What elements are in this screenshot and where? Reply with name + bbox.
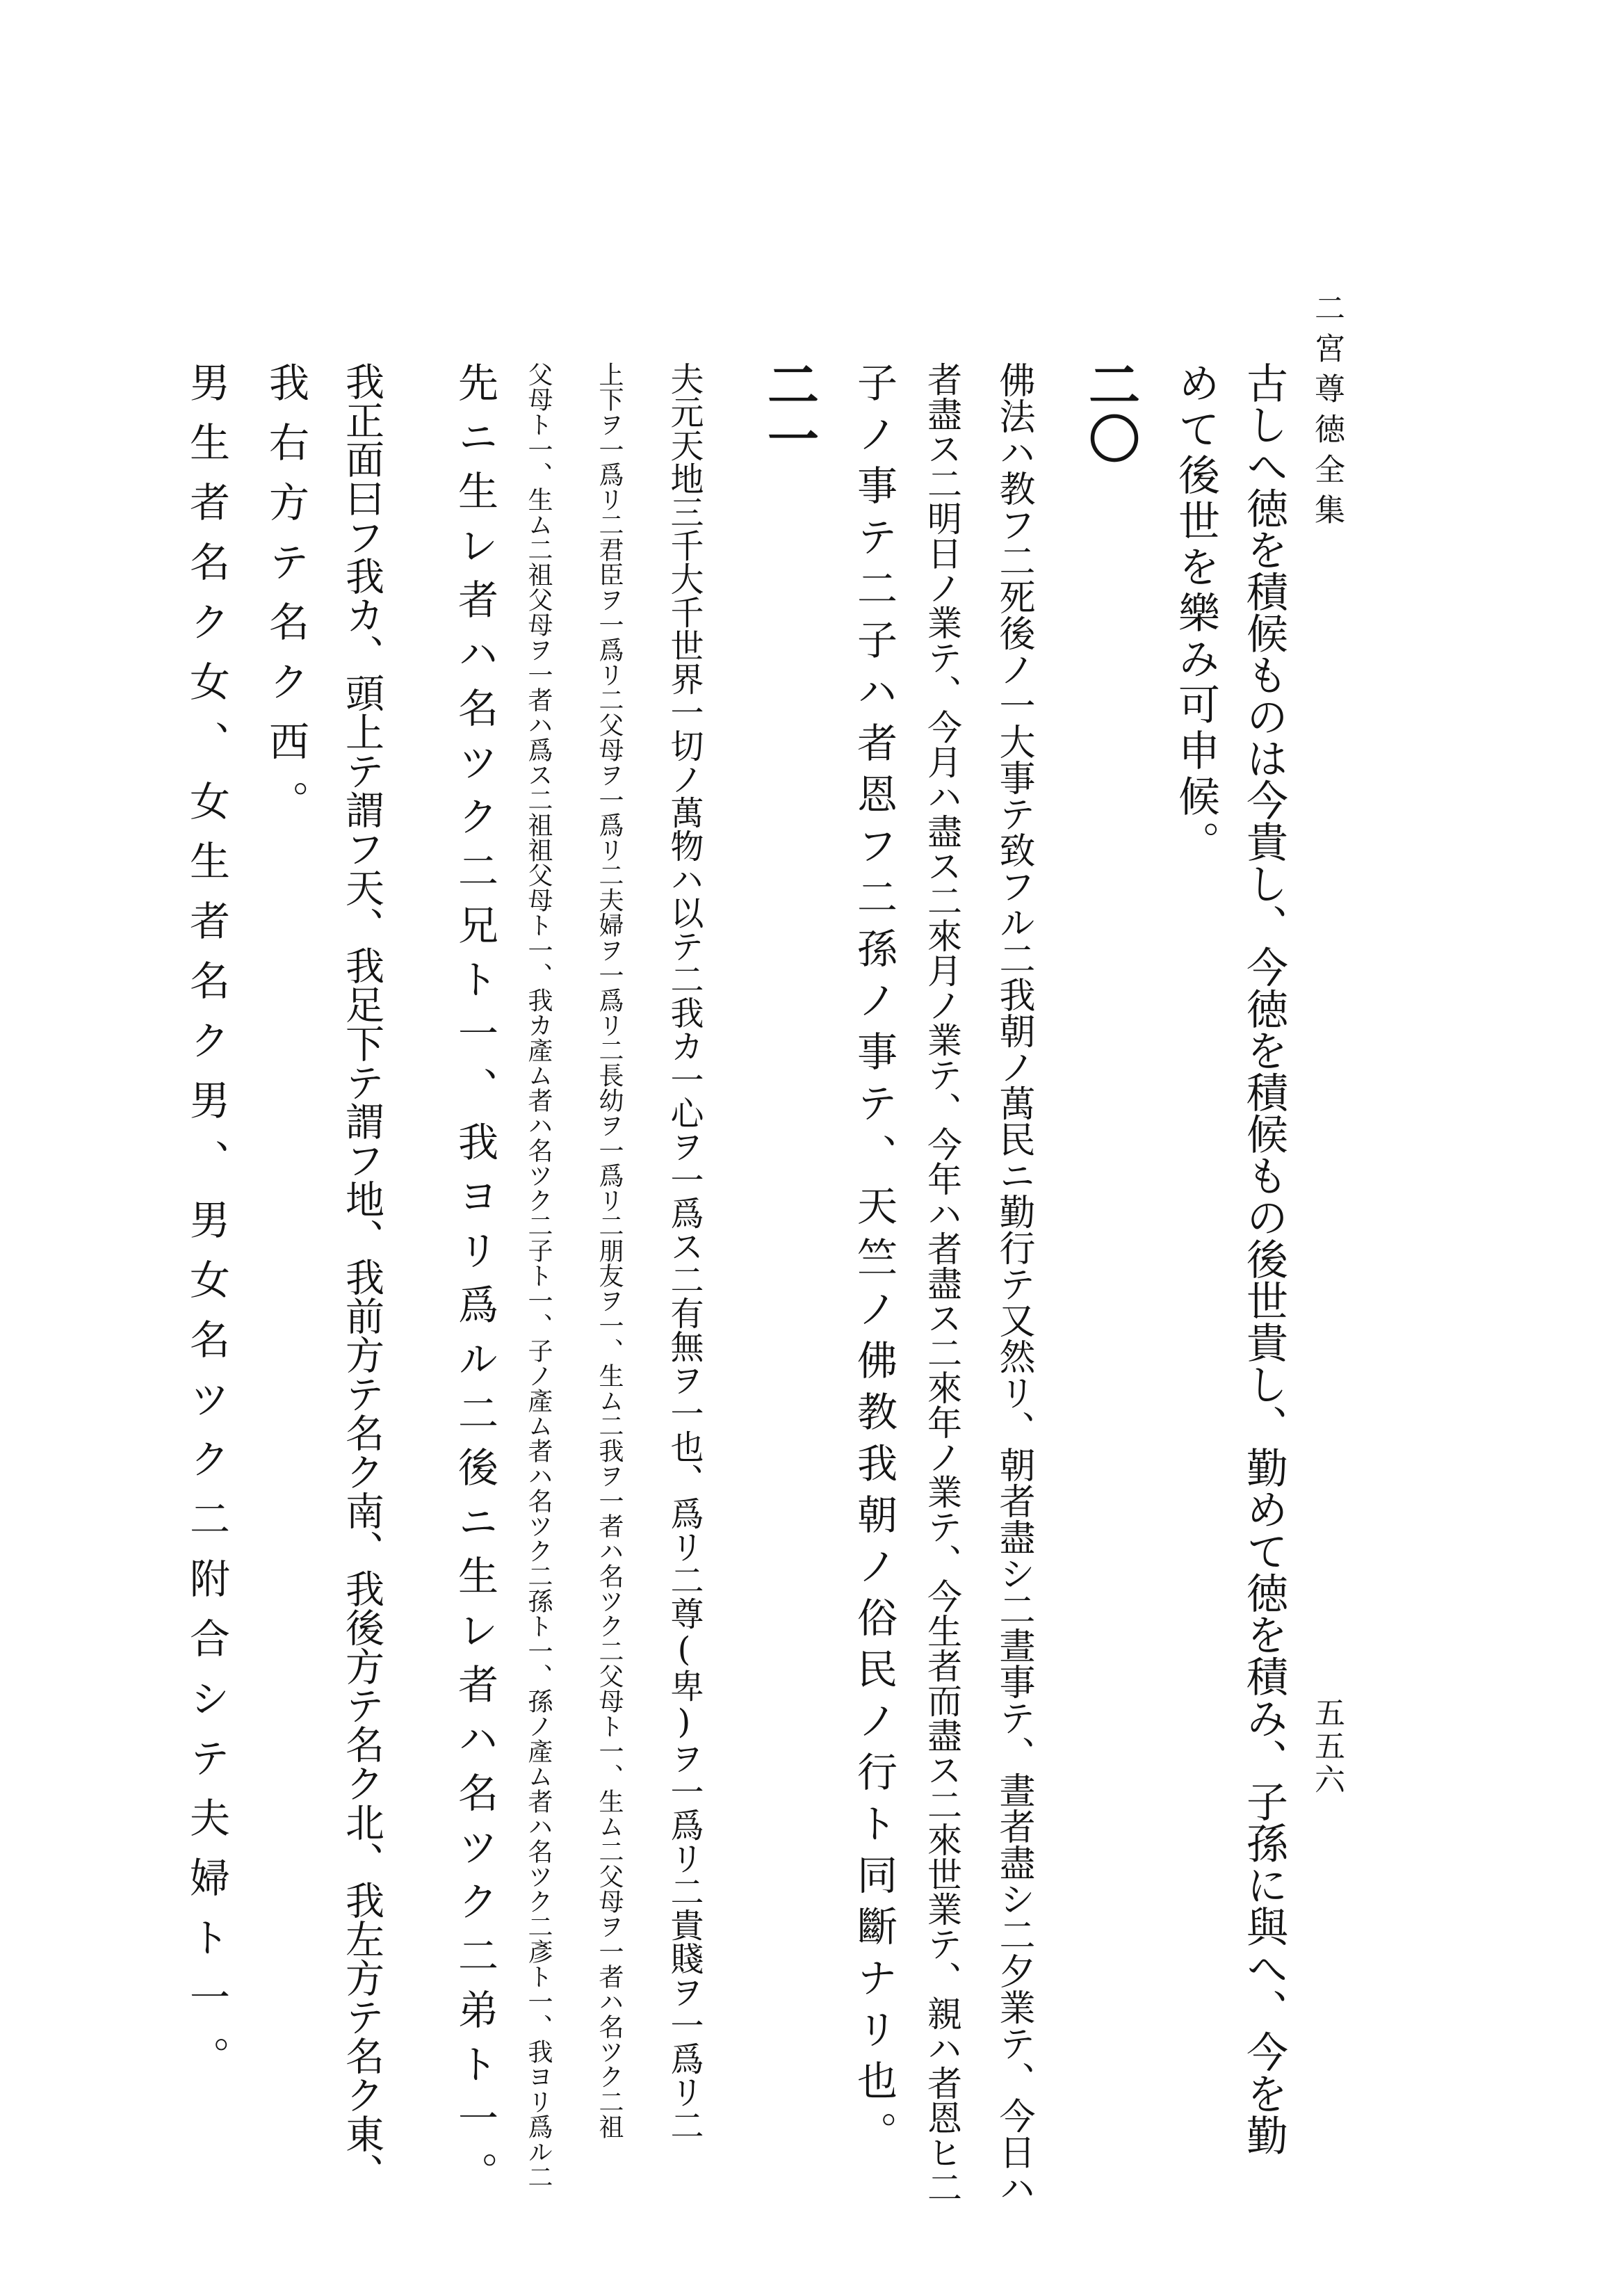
page-number: 五五六 xyxy=(1309,1697,1345,1797)
section-21-line: 父母ト一、生ム二祖父母ヲ一者ハ爲ス二祖祖父母ト一、我カ產ム者ハ名ツク二子ト一、子ノ產ム者ハ名ツク二孫ト一、孫ノ產ム者ハ名ツク二彥ト一、我ヨリ爲ル二 xyxy=(524,362,553,2189)
section-20-line: 者盡ス二明日ノ業テ、今月ハ盡ス二來月ノ業テ、今年ハ者盡ス二來年ノ業テ、今生者而盡ス二來世業テ、親ハ者恩ヒ二 xyxy=(922,362,962,2204)
section-20-line: 子ノ事テ二子ハ者恩フ二孫ノ事テ、天竺ノ佛教我朝ノ俗民ノ行ト同斷ナリ也。 xyxy=(850,362,898,2163)
section-20-line: 佛法ハ教フ二死後ノ一大事テ致フル二我朝ノ萬民ニ勤行テ又然リ、朝者盡シ二晝事テ、晝者盡シ二夕業テ、今日ハ xyxy=(993,362,1034,2206)
running-header-title: 二宮尊徳全集 xyxy=(1309,292,1345,534)
section-21-line: 夫元天地三千大千世界一切ノ萬物ハ以テ二我カ一心ヲ一爲ス二有無ヲ一也、爲リ二尊(卑)ヲ一爲リ二貴賤ヲ一爲リ二 xyxy=(665,362,704,2142)
section-number-20: 二〇 xyxy=(1080,358,1140,467)
passage-line: めて後世を樂み可申候。 xyxy=(1171,362,1220,866)
section-21-line: 我右方テ名ク西。 xyxy=(262,362,309,840)
section-21-line: 上下ヲ一爲リ二君臣ヲ一爲リ二父母ヲ一爲リ二夫婦ヲ一爲リ二長幼ヲ一爲リ二朋友ヲ一、生ム二我ヲ一者ハ名ツク二父母ト一、生ム二父母ヲ一者ハ名ツク二祖 xyxy=(595,362,624,2139)
section-number-21: 二一 xyxy=(759,358,819,467)
passage-line: 古しへ徳を積候ものは今貴し、今徳を積候もの後世貴し、勤めて徳を積み、子孫に與へ、今を勤 xyxy=(1240,362,1288,2156)
section-21-line: 我正面曰フ我カ、頭上テ謂フ天、我足下テ謂フ地、我前方テ名ク南、我後方テ名ク北、我左方テ名ク東、 xyxy=(339,362,384,2192)
section-21-line: 先ニ生レ者ハ名ツク二兄ト一、我ヨリ爲ル二後ニ生レ者ハ名ツク二弟ト一。 xyxy=(451,362,498,2206)
section-21-line: 男生者名ク女、女生者名ク男、男女名ツク二附合シテ夫婦ト一。 xyxy=(183,362,230,2096)
